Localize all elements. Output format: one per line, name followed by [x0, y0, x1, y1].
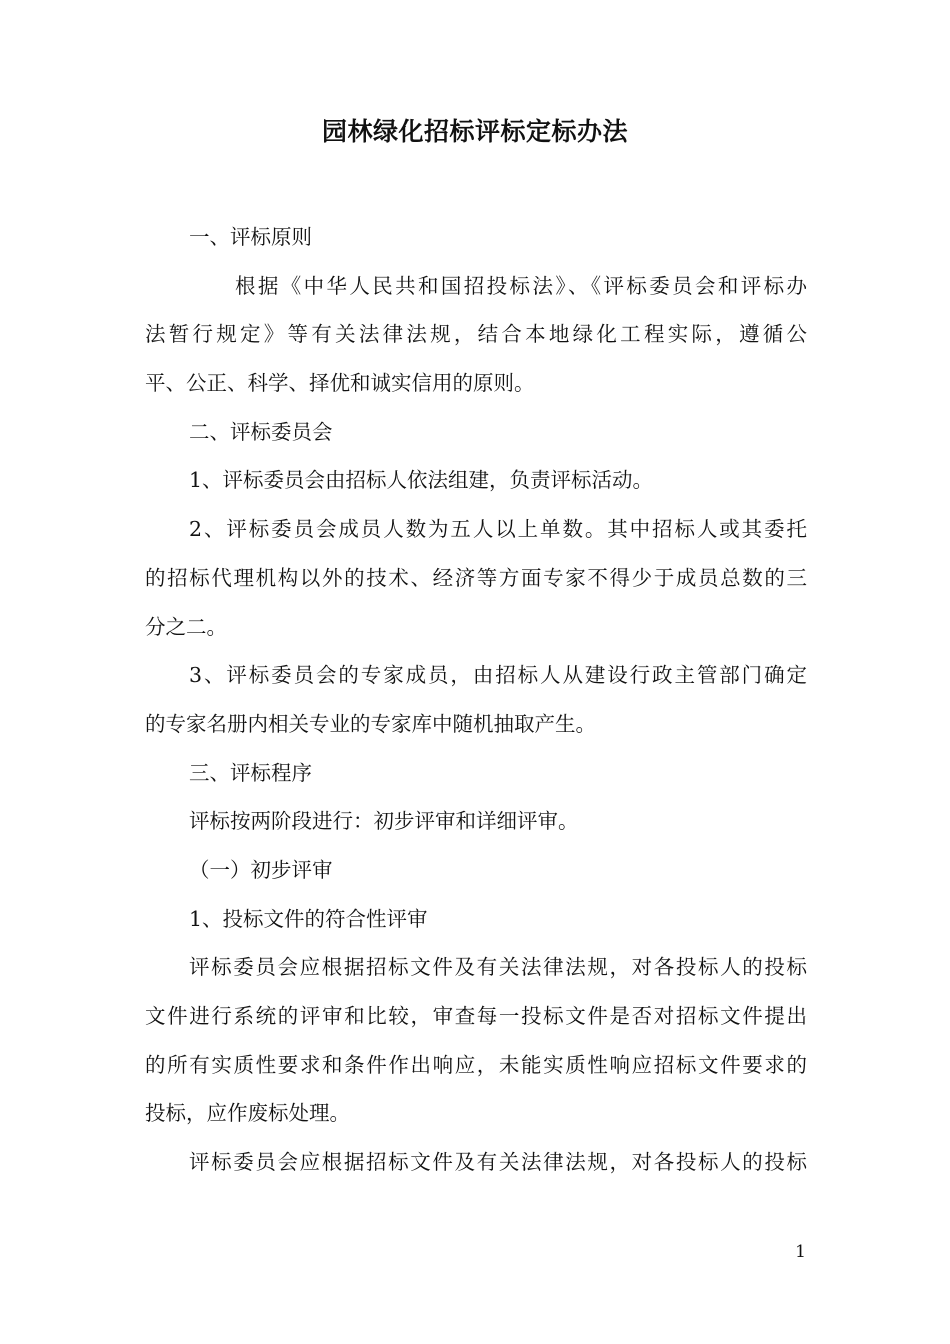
- page-number: 1: [795, 1242, 806, 1262]
- paragraph-line: 根据《中华人民共和国招投标法》、《评标委员会和评标办: [235, 273, 807, 298]
- section-heading-committee: 二、评标委员会: [189, 419, 333, 444]
- subsection-heading-preliminary: （一）初步评审: [189, 857, 333, 882]
- item-heading-conformity: 1、投标文件的符合性评审: [189, 906, 428, 931]
- paragraph-line: 投标，应作废标处理。: [145, 1101, 350, 1126]
- paragraph-line: 的招标代理机构以外的技术、经济等方面专家不得少于成员总数的三: [145, 565, 807, 590]
- section-heading-principles: 一、评标原则: [189, 225, 312, 249]
- paragraph-line: 评标委员会应根据招标文件及有关法律法规，对各投标人的投标: [189, 955, 807, 980]
- paragraph-line: 分之二。: [145, 614, 227, 639]
- paragraph-line: 2、评标委员会成员人数为五人以上单数。其中招标人或其委托: [189, 517, 807, 542]
- document-title: 园林绿化招标评标定标办法: [321, 117, 628, 146]
- paragraph-line: 3、评标委员会的专家成员，由招标人从建设行政主管部门确定: [189, 663, 807, 688]
- paragraph-line: 的所有实质性要求和条件作出响应，未能实质性响应招标文件要求的: [145, 1052, 807, 1077]
- paragraph-line: 1、评标委员会由招标人依法组建，负责评标活动。: [189, 468, 654, 493]
- document-body: [145, 215, 807, 1189]
- paragraph-line: 评标委员会应根据招标文件及有关法律法规，对各投标人的投标: [189, 1150, 807, 1175]
- paragraph-line: 的专家名册内相关专业的专家库中随机抽取产生。: [145, 711, 596, 736]
- paragraph-line: 文件进行系统的评审和比较，审查每一投标文件是否对招标文件提出: [145, 1004, 807, 1028]
- section-heading-procedure: 三、评标程序: [189, 760, 312, 785]
- paragraph-line: 评标按两阶段进行：初步评审和详细评审。: [189, 809, 579, 834]
- paragraph-line: 法暂行规定》等有关法律法规，结合本地绿化工程实际，遵循公: [145, 322, 807, 347]
- paragraph-line: 平、公正、科学、择优和诚实信用的原则。: [145, 371, 535, 396]
